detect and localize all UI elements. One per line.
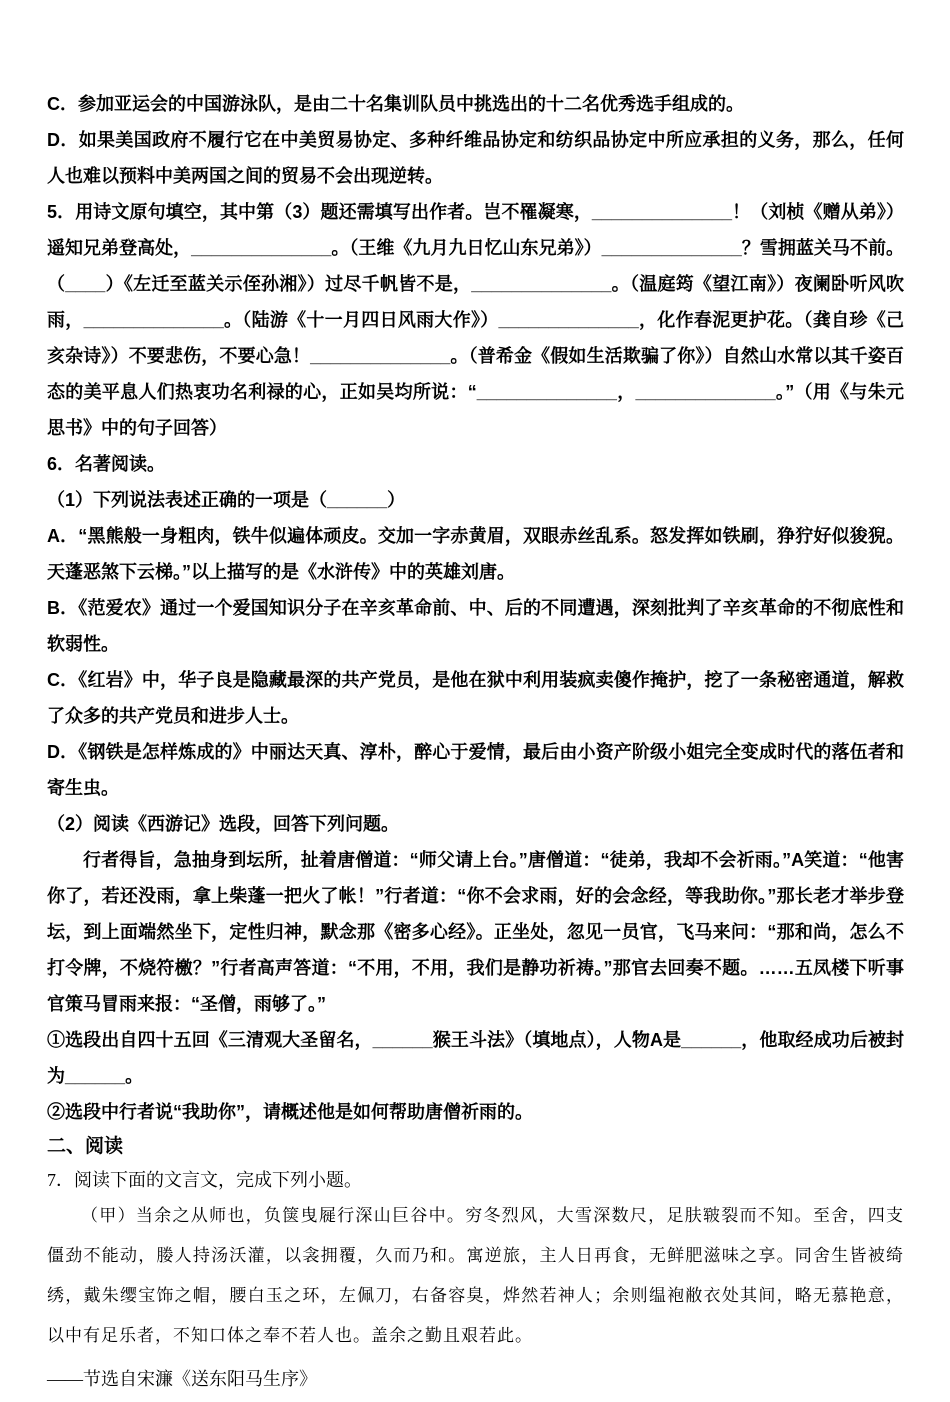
question6-part1-stem: （1）下列说法表述正确的一项是（______） (47, 490, 406, 510)
question6-part2-journey-to-west-passage: 行者得旨，急抽身到坛所，扯着唐僧道：“师父请上台。”唐僧道：“徒弟，我却不会祈雨。”A笑道：“他害你了，若还没雨，拿上柴蓬一把火了帐！”行者道：“你不会求雨，好的会念经，等我助你。”那长老才举步登坛，到上面端然坐下，定性归神，默念那《密多心经》。正坐处，忽见一员官，飞马来问：“那和尚，怎么不打令牌，不烧符檄？”行者高声答道：“不用，不用，我们是静功祈祷。”那官去回奏不题。……五凤楼下听事官策马冒雨来报：“圣僧，雨够了。” (47, 850, 904, 1014)
question7-stem: 7．阅读下面的文言文，完成下列小题。 (47, 1170, 362, 1190)
question5-fill-in-blank: 5．用诗文原句填空，其中第（3）题还需填写出作者。岂不罹凝寒，______________！（刘桢《赠从弟》）遥知兄弟登高处，______________。（王维《九月九日忆山东兄弟》）______________？雪拥蓝关马不前。（____）《左迁至蓝关示侄孙湘》）过尽千帆皆不是，______________。（温庭筠《望江南》）夜阑卧听风吹雨，______________。（陆游《十一月四日风雨大作》）______________，化作春泥更护花。（龚自珍《己亥杂诗》）不要悲伤，不要心急！______________。（普希金《假如生活欺骗了你》）自然山水常以其千姿百态的美平息人们热衷功名利禄的心，正如吴均所说：“______________，______________。”（用《与朱元思书》中的句子回答） (47, 202, 904, 438)
question6-part2-sub-question-2: ②选段中行者说“我助你”，请概述他是如何帮助唐僧祈雨的。 (47, 1102, 533, 1122)
question6-part1-option-c: C．《红岩》中，华子良是隐藏最深的共产党员，是他在狱中利用装疯卖傻作掩护，挖了一条秘密通道，解救了众多的共产党员和进步人士。 (47, 670, 904, 726)
question6-part2-stem: （2）阅读《西游记》选段，回答下列问题。 (47, 814, 400, 834)
question7-passage-source: ——节选自宋濂《送东阳马生序》 (47, 1369, 317, 1389)
question6-part1-option-d: D．《钢铁是怎样炼成的》中丽达天真、淳朴，醉心于爱情，最后由小资产阶级小姐完全变成时代的落伍者和寄生虫。 (47, 742, 904, 798)
prior-question-option-c: C．参加亚运会的中国游泳队，是由二十名集训队员中挑选出的十二名优秀选手组成的。 (47, 94, 744, 114)
question6-part1-option-a: A．“黑熊般一身粗肉，铁牛似遍体顽皮。交加一字赤黄眉，双眼赤丝乱系。怒发挥如铁刷，狰狞好似狻猊。天蓬恶煞下云梯。”以上描写的是《水浒传》中的英雄刘唐。 (47, 526, 904, 582)
question7-classical-passage-jia: （甲）当余之从师也，负箧曳屣行深山巨谷中。穷冬烈风，大雪深数尺，足肤皲裂而不知。至舍，四支僵劲不能动，媵人持汤沃灌，以衾拥覆，久而乃和。寓逆旅，主人日再食，无鲜肥滋味之享。同舍生皆被绮绣，戴朱缨宝饰之帽，腰白玉之环，左佩刀，右备容臭，烨然若神人；余则缊袍敝衣处其间，略无慕艳意，以中有足乐者，不知口体之奉不若人也。盖余之勤且艰若此。 (47, 1206, 904, 1346)
prior-question-option-d: D．如果美国政府不履行它在中美贸易协定、多种纤维品协定和纺织品协定中所应承担的义务，那么，任何人也难以预料中美两国之间的贸易不会出现逆转。 (47, 130, 904, 186)
section-2-heading: 二、阅读 (47, 1136, 124, 1157)
question6-part2-sub-question-1: ①选段出自四十五回《三清观大圣留名，______猴王斗法》（填地点），人物A是______，他取经成功后被封为______。 (47, 1030, 904, 1086)
question6-title: 6．名著阅读。 (47, 454, 166, 474)
question6-part1-option-b: B．《范爱农》通过一个爱国知识分子在辛亥革命前、中、后的不同遭遇，深刻批判了辛亥革命的不彻底性和软弱性。 (47, 598, 904, 654)
